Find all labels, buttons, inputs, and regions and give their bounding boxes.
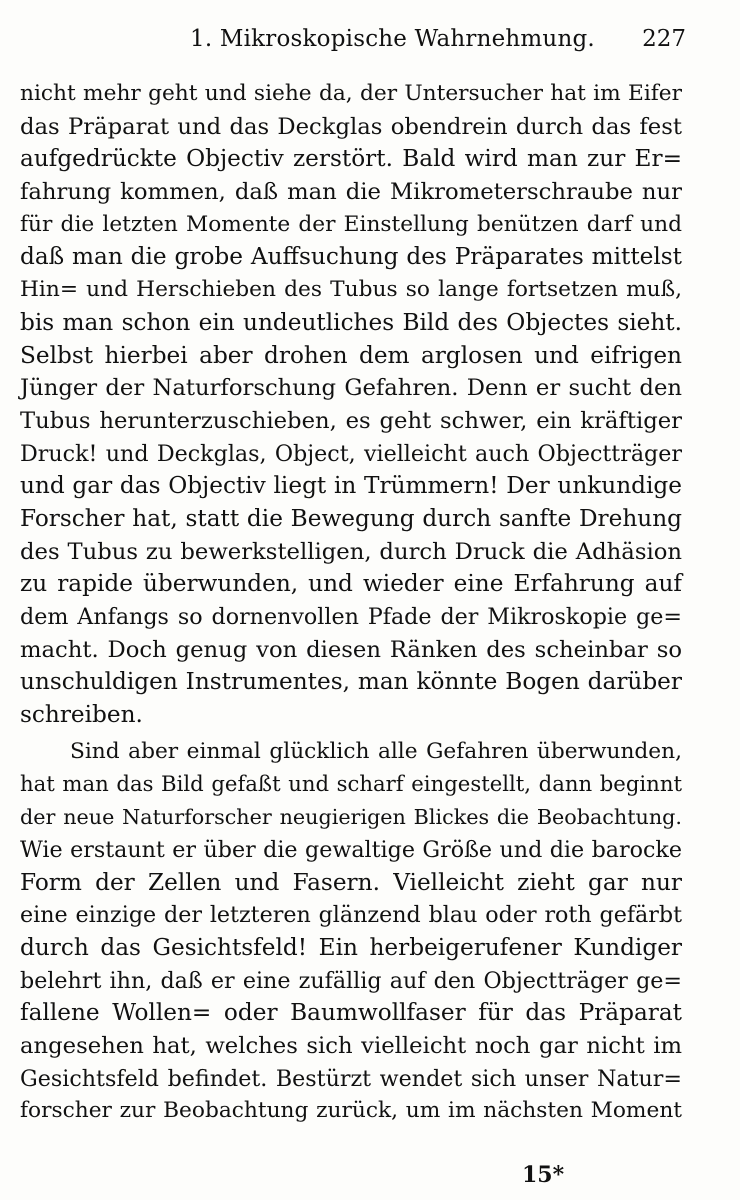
text-line: hat man das Bild gefaßt und scharf eingestellt, dann beginnt [20,771,682,797]
text-line: Forscher hat, statt die Bewegung durch sanfte Drehung [20,504,682,532]
text-line: der neue Naturforscher neugierigen Blickes die Beobachtung. [20,805,682,830]
text-line: belehrt ihn, daß er eine zufällig auf den Objectträger ge= [20,967,682,994]
page-number: 227 [642,26,686,52]
text-line: des Tubus zu bewerkstelligen, durch Druck die Adhäsion [20,538,682,565]
text-line: das Präparat und das Deckglas obendrein durch das fest [20,113,682,140]
text-line: dem Anfangs so dornenvollen Pfade der Mikroskopie ge= [20,604,682,630]
text-line: Selbst hierbei aber drohen dem arglosen und eifrigen [20,341,682,369]
text-line: macht. Doch genug von diesen Ränken des scheinbar so [20,636,682,663]
text-line: zu rapide überwunden, und wieder eine Erfahrung auf [20,570,682,598]
paragraph [20,736,682,1128]
running-head-title: 1. Mikroskopische Wahrnehmung. [190,26,595,52]
text-line: Wie erstaunt er über die gewaltige Größe und die barocke [20,836,682,863]
running-head [0,22,740,62]
text-line: daß man die grobe Auffsuchung des Präparates mittelst [20,243,682,271]
text-line: Form der Zellen und Fasern. Vielleicht zieht gar nur [20,868,682,896]
text-line: angesehen hat, welches sich vielleicht noch gar nicht im [20,1032,682,1059]
text-line: Gesichtsfeld befindet. Bestürzt wendet sich unser Natur= [20,1065,682,1092]
text-line: Sind aber einmal glücklich alle Gefahren überwunden, [70,738,682,764]
text-line: aufgedrückte Objectiv zerstört. Bald wird man zur Er= [20,145,682,173]
text-line: eine einzige der letzteren glänzend blau oder roth gefärbt [20,902,682,929]
text-line: nicht mehr geht und siehe da, der Untersucher hat im Eifer [20,81,682,106]
paragraph [20,78,682,732]
text-line: Hin= und Herschieben des Tubus so lange fortsetzen muß, [20,277,682,303]
text-line: unschuldigen Instrumentes, man könnte Bogen darüber [20,668,682,696]
text-line: und gar das Objectiv liegt in Trümmern! Der unkundige [20,472,682,500]
text-line: durch das Gesichtsfeld! Ein herbeigerufener Kundiger [20,933,682,961]
text-line: forscher zur Beobachtung zurück, um im nächsten Moment [20,1098,682,1124]
text-line: fallene Wollen= oder Baumwollfaser für das Präparat [20,999,682,1027]
text-line: schreiben. [20,701,143,729]
text-line: fahrung kommen, daß man die Mikrometerschraube nur [20,179,682,206]
text-line: Druck! und Deckglas, Object, vielleicht auch Objectträger [20,440,682,467]
text-line: Jünger der Naturforschung Gefahren. Denn er sucht den [20,375,682,402]
body-text [20,78,682,1128]
text-line: Tubus herunterzuschieben, es geht schwer, ein kräftiger [20,407,682,434]
text-line: bis man schon ein undeutliches Bild des Objectes sieht. [20,308,682,336]
text-line: für die letzten Momente der Einstellung benützen darf und [20,211,682,237]
signature-mark: 15* [522,1162,565,1188]
